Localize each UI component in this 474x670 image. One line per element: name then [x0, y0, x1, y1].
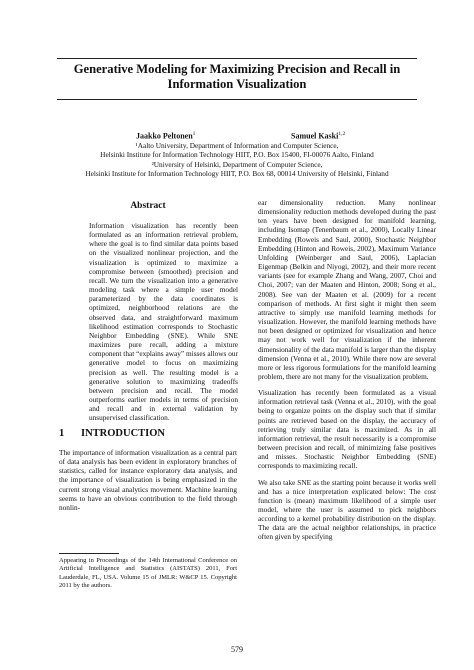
title-line: Generative Modeling for Maximizing Precision and Recall in: [73, 62, 401, 76]
affiliation-line: Helsinki Institute for Information Technology HIIT, P.O. Box 15400, FI-00076 Aalto, Finland: [100, 150, 374, 160]
right-column: [258, 198, 436, 542]
footnote-text: Appearing in Proceedings of the 14th International Conference on Artificial Intelligence and Statistics (AISTATS) 2011, Fort Lauderdale, FL, USA. Volume 15 of JMLR: W&CP 15. Copyright 2011 by the authors.: [59, 557, 237, 589]
footnote-rule: [59, 553, 119, 554]
affiliation-line: ¹Aalto University, Department of Information and Computer Science,: [135, 141, 339, 150]
page-number: 579: [231, 645, 243, 654]
abstract-paragraph: Information visualization has recently been formulated as an information retrieval problem, where the goal is to find similar data points based on the visualized nonlinear projection, and the visualization is optimized to maximize a compromise between (smoothed) precision and recall. We turn the visualization into a generative modeling task where a simple user model parameterized by the data coordinates is optimized, neighborhood relations are the observed data, and straightforward maximum likelihood estimation corresponds to Stochastic Neighbor Embedding (SNE). While SNE maximizes pure recall, adding a mixture component that “explains away” misses allows our generative model to focus on maximizing precision as well. The resulting model is a generative solution to maximizing tradeoffs between precision and recall. The model outperforms earlier models in terms of precision and recall and in external validation by unsupervised classification.: [89, 221, 238, 423]
right-paragraph-1: ear dimensionality reduction. Many nonlinear dimensionality reduction methods developed during the past ten years have been designed for manifold learning, including Isomap (Tenenbaum et al., 2000), Locally Linear Embedding (Roweis and Saul, 2000), Stochastic Neighbor Embedding (Hinton and Roweis, 2002), Maximum Variance Unfolding (Weinberger and Saul, 2006), Laplacian Eigenmap (Belkin and Niyogi, 2002), and their more recent variants (see for example Zhang and Wang, 2007, Choi and Choi, 2007; van der Maaten and Hinton, 2008; Song et al., 2008). See van der Maaten et al. (2009) for a recent comparison of methods. At first sight it might then seem attractive to simply use manifold learning methods for visualization. However, the manifold learning methods have not been designed or optimized for visualization and hence may not work well for visualization if the inherent dimensionality of the data manifold is larger than the display dimension (Venna et al., 2010). While there now are several more or less rigorous formulations for the manifold learning problem, there are not many for the visualization problem.: [258, 198, 436, 381]
title-top-rule: [57, 58, 417, 59]
author-kaski: Samuel Kaski$^{1,2}$: [291, 131, 346, 141]
affiliation-line: Helsinki Institute for Information Technology HIIT, P.O. Box 68, 00014 University of Helsinki, Finland: [85, 169, 389, 179]
paper-title: [40, 62, 434, 92]
intro-left-column: [59, 448, 237, 512]
section-number: 1: [59, 428, 65, 439]
title-bottom-rule: [57, 99, 417, 100]
intro-paragraph: The importance of information visualization as a central part of data analysis has been evident in exploratory branches of statistics, called for instance exploratory data analysis, and the importance of visualization is being emphasized in the current strong visual analytics movement. Machine learning seems to have an obvious contribution to the field through nonlin-: [59, 448, 237, 512]
section-title: INTRODUCTION: [81, 428, 166, 439]
right-paragraph-3: We also take SNE as the starting point because it works well and has a nice interpretation explicated below: The cost function is (mean) maximum likelihood of a simple user model, where the user is assumed to pick neighbors according to a kernel probability distribution on the display. The data are the actual neighbor relationships, in practice often given by specifying: [258, 477, 436, 542]
right-paragraph-2: Visualization has recently been formulated as a visual information retrieval task (Venna et al., 2010), with the goal being to organize points on the display such that if similar points are retrieved based on the display, the accuracy of retrieving truly similar data is maximized. As in all information retrieval, the result necessarily is a compromise between precision and recall, of minimizing false positives and misses. Stochastic Neighbor Embedding (SNE) corresponds to maximizing recall.: [258, 388, 436, 471]
author-peltonen: Jaakko Peltonen$^1$: [136, 131, 196, 141]
abstract-body: [89, 221, 238, 422]
title-line: Information Visualization: [167, 77, 307, 91]
section-heading-introduction: [59, 428, 165, 439]
affiliations: [0, 141, 474, 179]
affiliation-line: ²University of Helsinki, Department of Computer Science,: [151, 159, 323, 169]
abstract-heading: Abstract: [130, 201, 166, 211]
footnote: [59, 557, 237, 590]
